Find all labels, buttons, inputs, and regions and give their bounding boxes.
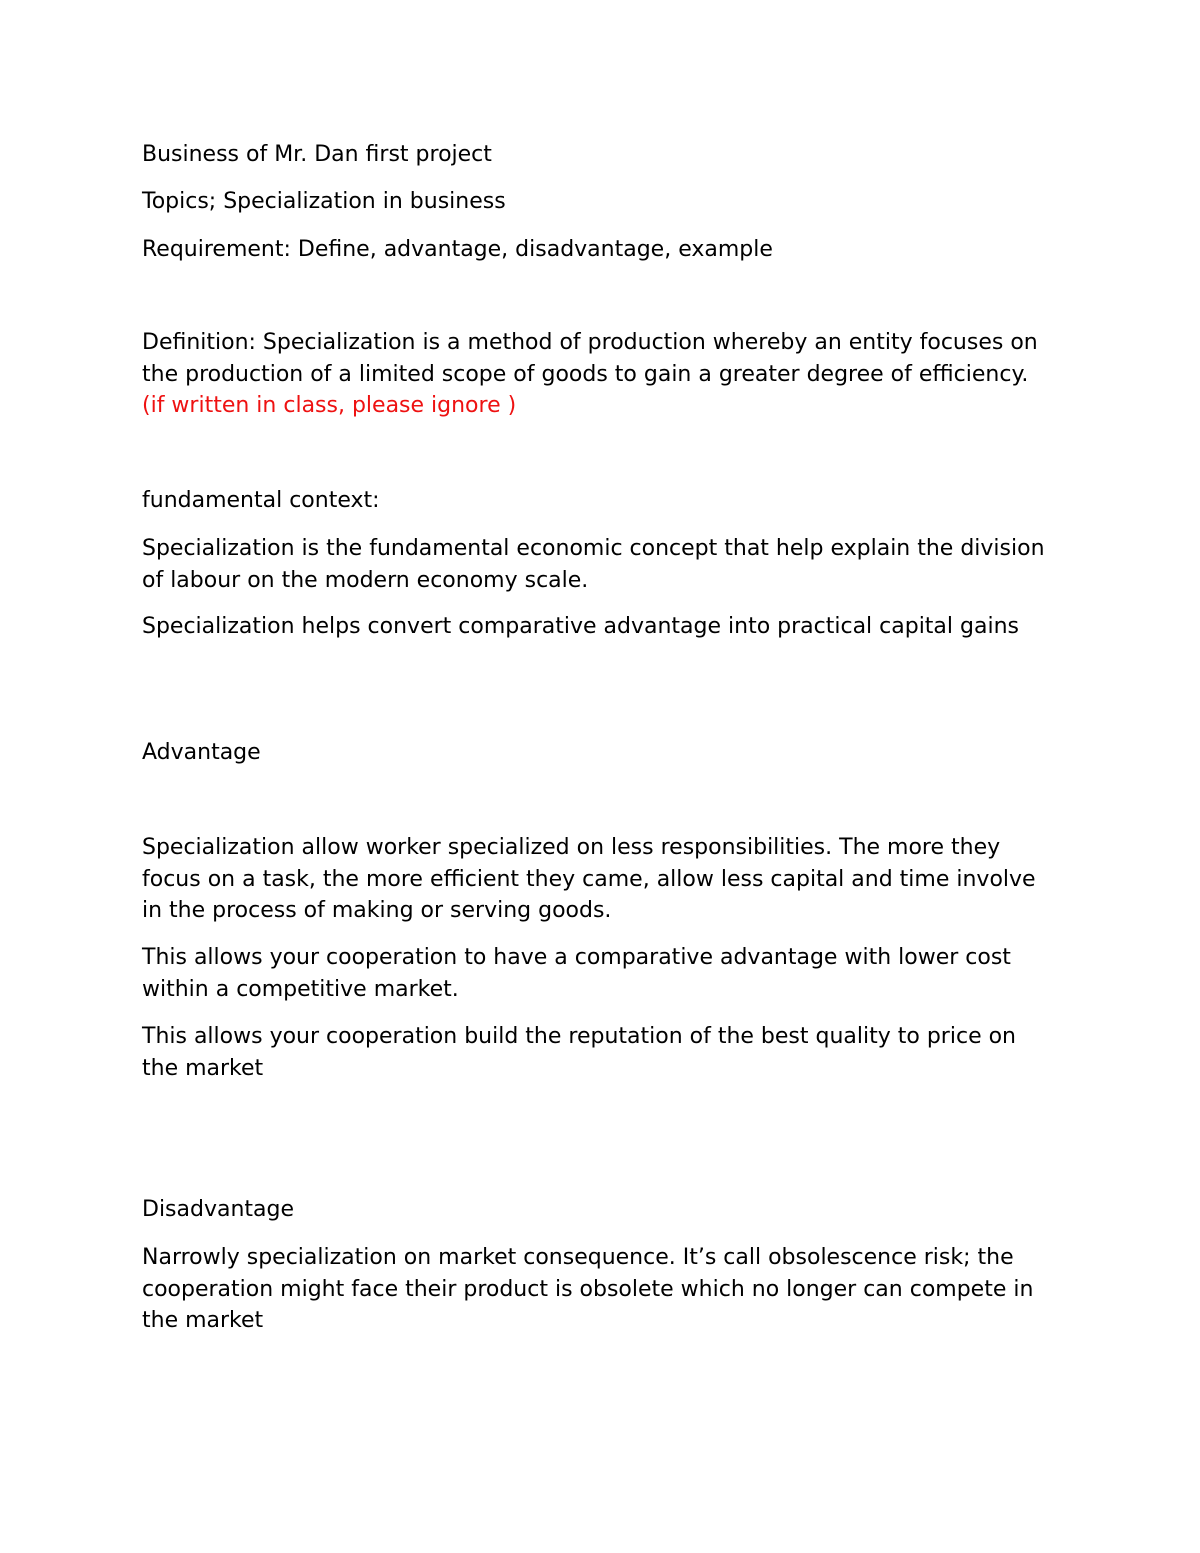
disadvantage-heading: Disadvantage [142,1197,295,1222]
definition-text: Definition: Specialization is a method of production whereby an entity focuses on the production of a limited scope of goods to gain a greater degree of efficiency. [142,330,1038,387]
requirement-line: Requirement: Define, advantage, disadvantage, example [142,237,773,262]
document-title: Business of Mr. Dan first project [142,142,492,167]
definition-paragraph [142,327,1052,422]
definition-note: (if written in class, please ignore ) [142,393,517,418]
advantage-paragraph-1: Specialization allow worker specialized on less responsibilities. The more they focus on a task, the more efficient they came, allow less capital and time involve in the process of making or serving goods. [142,835,1036,923]
advantage-paragraph-3: This allows your cooperation build the reputation of the best quality to price on the market [142,1024,1016,1081]
fundamental-heading: fundamental context: [142,488,380,513]
fundamental-paragraph-1: Specialization is the fundamental economic concept that help explain the division of labour on the modern economy scale. [142,536,1045,593]
advantage-heading: Advantage [142,740,261,765]
disadvantage-paragraph-1: Narrowly specialization on market consequence. It’s call obsolescence risk; the cooperation might face their product is obsolete which no longer can compete in the market [142,1245,1034,1333]
advantage-paragraph-2: This allows your cooperation to have a comparative advantage with lower cost within a competitive market. [142,945,1011,1002]
topics-line: Topics; Specialization in business [142,189,506,214]
fundamental-paragraph-2: Specialization helps convert comparative advantage into practical capital gains [142,614,1019,639]
